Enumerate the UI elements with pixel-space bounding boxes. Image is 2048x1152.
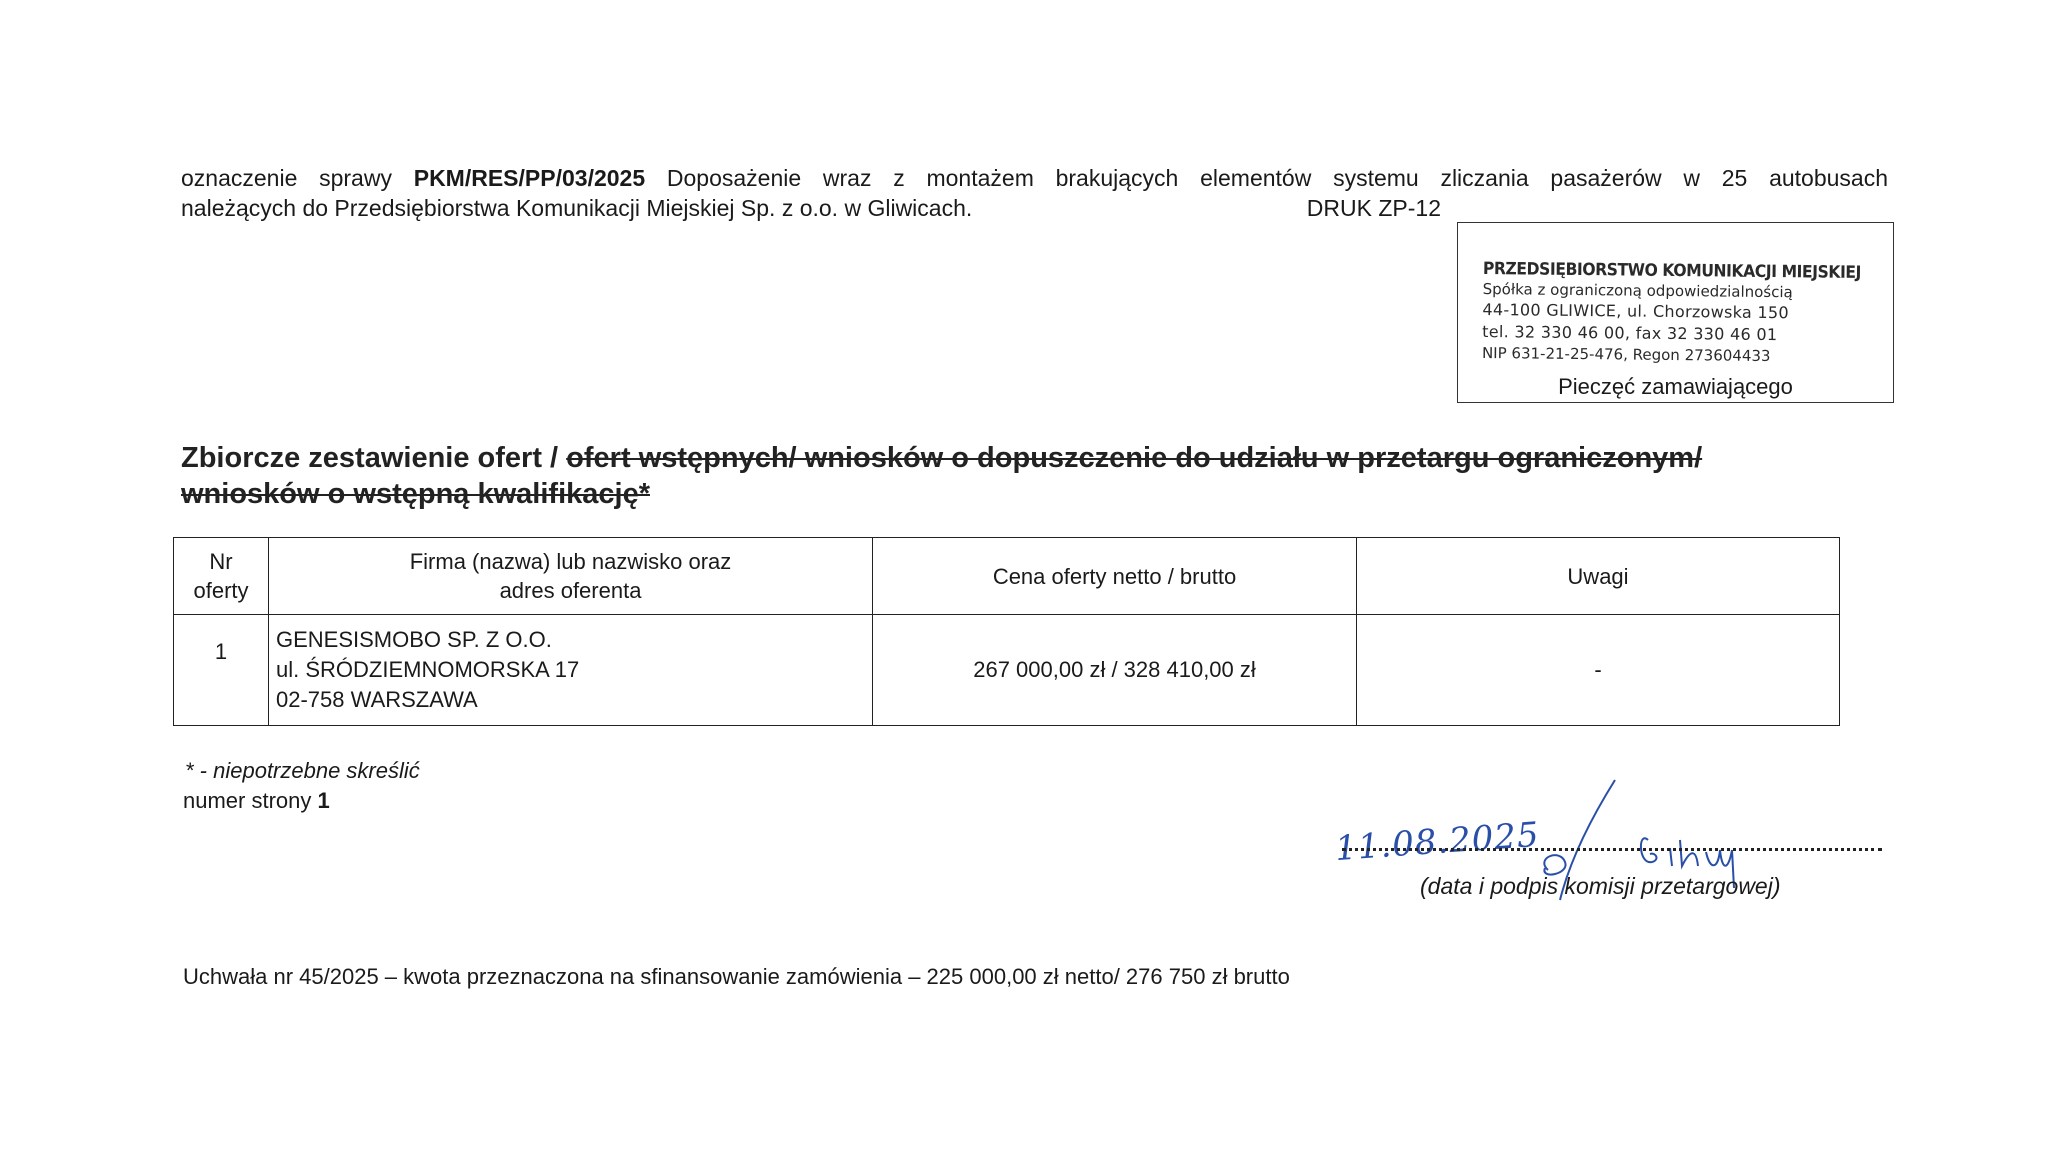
offer-number: 1 (174, 615, 269, 726)
orderer-stamp (1457, 222, 1894, 403)
stamp-legal-form: Spółka z ograniczoną odpowiedzialnością (1482, 279, 1793, 302)
stamp-text (1481, 259, 1862, 367)
header-notes: Uwagi (1357, 538, 1840, 615)
offer-firm (269, 615, 873, 726)
offers-table (173, 537, 1840, 726)
page-number-value: 1 (317, 788, 330, 813)
firm-street: ul. ŚRÓDZIEMNOMORSKA 17 (276, 657, 580, 682)
stamp-caption: Pieczęć zamawiającego (1558, 374, 1793, 399)
stamp-ids: NIP 631-21-25-476, Regon 273604433 (1481, 343, 1771, 366)
page-number-label: numer strony (183, 788, 312, 813)
page-number (183, 788, 330, 814)
firm-name: GENESISMOBO SP. Z O.O. (276, 627, 552, 652)
document-title (181, 440, 1881, 512)
header-offer-number: Nr oferty (174, 538, 269, 615)
signature-line (1342, 848, 1882, 851)
budget-resolution: Uchwała nr 45/2025 – kwota przeznaczona na sfinansowanie zamówienia – 225 000,00 zł netto/ 276 750 zł brutto (183, 964, 1290, 989)
table-row (174, 615, 1840, 726)
signature-date: 11.08.2025 (1333, 814, 1541, 870)
footnote: * - niepotrzebne skreślić (185, 758, 420, 783)
case-label: oznaczenie sprawy (181, 165, 392, 191)
table-header-row (174, 538, 1840, 615)
case-description-continued: należących do Przedsiębiorstwa Komunikacji Miejskiej Sp. z o.o. w Gliwicach. (181, 195, 973, 221)
offer-price: 267 000,00 zł / 328 410,00 zł (873, 615, 1357, 726)
header-price: Cena oferty netto / brutto (873, 538, 1357, 615)
case-description-line1 (181, 163, 1888, 193)
stamp-address: 44-100 GLIWICE, ul. Chorzowska 150 (1482, 299, 1790, 323)
title-struck-part2: wniosków o wstępną kwalifikację* (181, 478, 650, 510)
form-code: DRUK ZP-12 (1306, 195, 1441, 221)
title-main: Zbiorcze zestawienie ofert / (181, 442, 559, 474)
header-firm: Firma (nazwa) lub nazwisko oraz adres oferenta (269, 538, 873, 615)
stamp-phone: tel. 32 330 46 00, fax 32 330 46 01 (1482, 321, 1778, 345)
signature-caption: (data i podpis komisji przetargowej) (1420, 873, 1781, 899)
case-description-line2 (181, 193, 1441, 223)
firm-city: 02-758 WARSZAWA (276, 687, 478, 712)
offer-notes: - (1357, 615, 1840, 726)
case-number: PKM/RES/PP/03/2025 (413, 165, 646, 191)
title-struck-part1: ofert wstępnych/ wniosków o dopuszczenie do udziału w przetargu ograniczonym/ (566, 442, 1703, 474)
stamp-company: PRZEDSIĘBIORSTWO KOMUNIKACJI MIEJSKIEJ (1482, 259, 1862, 283)
case-description: Doposażenie wraz z montażem brakujących elementów systemu zliczania pasażerów w 25 autobusach (666, 165, 1889, 191)
